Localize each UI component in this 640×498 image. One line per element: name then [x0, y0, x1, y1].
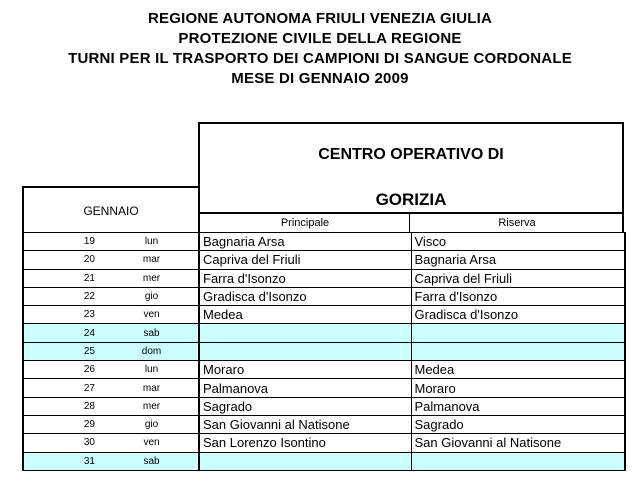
riserva-cell: Palmanova	[411, 397, 625, 415]
day-number: 27	[23, 379, 99, 397]
riserva-cell	[411, 324, 625, 342]
weekday: mer	[99, 269, 199, 287]
table-row	[23, 269, 625, 287]
riserva-cell: Gradisca d'Isonzo	[411, 306, 625, 324]
riserva-cell: San Giovanni al Natisone	[411, 434, 625, 452]
weekday: mer	[99, 397, 199, 415]
table-row	[23, 361, 625, 379]
principale-cell: Medea	[199, 306, 411, 324]
shift-table-body	[23, 233, 625, 471]
day-number: 21	[23, 269, 99, 287]
weekday: sab	[99, 324, 199, 342]
table-row	[23, 324, 625, 342]
weekday: ven	[99, 306, 199, 324]
day-number: 28	[23, 397, 99, 415]
weekday: gio	[99, 415, 199, 433]
principale-cell: Capriva del Friuli	[199, 251, 411, 269]
centro-operativo-city: GORIZIA	[375, 190, 447, 209]
weekday: mar	[99, 251, 199, 269]
table-row	[23, 342, 625, 360]
table-row	[23, 415, 625, 433]
principale-cell: San Giovanni al Natisone	[199, 415, 411, 433]
day-number: 20	[23, 251, 99, 269]
riserva-cell	[411, 342, 625, 360]
document-title: TURNI PER IL TRASPORTO DEI CAMPIONI DI SANGUE CORDONALE	[68, 50, 572, 67]
weekday: lun	[99, 361, 199, 379]
riserva-cell: Capriva del Friuli	[411, 269, 625, 287]
subheader-divider	[409, 214, 410, 232]
day-number: 19	[23, 233, 99, 251]
riserva-cell: Moraro	[411, 379, 625, 397]
principale-cell: San Lorenzo Isontino	[199, 434, 411, 452]
department-title: PROTEZIONE CIVILE DELLA REGIONE	[178, 30, 462, 47]
table-row	[23, 397, 625, 415]
day-number: 30	[23, 434, 99, 452]
day-number: 26	[23, 361, 99, 379]
principale-cell: Farra d'Isonzo	[199, 269, 411, 287]
riserva-cell: Bagnaria Arsa	[411, 251, 625, 269]
principale-cell	[199, 324, 411, 342]
table-row	[23, 434, 625, 452]
centro-operativo-label: CENTRO OPERATIVO DI	[318, 146, 504, 163]
weekday: dom	[99, 342, 199, 360]
principale-cell: Gradisca d'Isonzo	[199, 287, 411, 305]
shift-table	[22, 232, 626, 471]
day-number: 31	[23, 452, 99, 470]
principale-cell: Sagrado	[199, 397, 411, 415]
weekday: gio	[99, 287, 199, 305]
riserva-cell: Sagrado	[411, 415, 625, 433]
principale-cell	[199, 452, 411, 470]
table-row	[23, 306, 625, 324]
principale-cell: Bagnaria Arsa	[199, 233, 411, 251]
riserva-header: Riserva	[498, 217, 536, 229]
riserva-cell: Visco	[411, 233, 625, 251]
weekday: ven	[99, 434, 199, 452]
day-number: 25	[23, 342, 99, 360]
riserva-cell: Farra d'Isonzo	[411, 287, 625, 305]
riserva-cell: Medea	[411, 361, 625, 379]
principale-cell: Palmanova	[199, 379, 411, 397]
table-row	[23, 452, 625, 470]
weekday: sab	[99, 452, 199, 470]
month-column-header	[22, 186, 200, 232]
month-title: MESE DI GENNAIO 2009	[231, 70, 409, 87]
principale-cell: Moraro	[199, 361, 411, 379]
principale-cell	[199, 342, 411, 360]
day-number: 23	[23, 306, 99, 324]
principale-header: Principale	[280, 217, 330, 229]
day-number: 22	[23, 287, 99, 305]
day-number: 29	[23, 415, 99, 433]
riserva-cell	[411, 452, 625, 470]
weekday: mar	[99, 379, 199, 397]
weekday: lun	[99, 233, 199, 251]
table-row	[23, 287, 625, 305]
region-title: REGIONE AUTONOMA FRIULI VENEZIA GIULIA	[148, 10, 492, 27]
table-row	[23, 251, 625, 269]
centro-operativo-header	[198, 122, 624, 212]
day-number: 24	[23, 324, 99, 342]
shift-subheader	[198, 212, 624, 232]
table-row	[23, 379, 625, 397]
month-label: GENNAIO	[83, 204, 139, 218]
table-row	[23, 233, 625, 251]
